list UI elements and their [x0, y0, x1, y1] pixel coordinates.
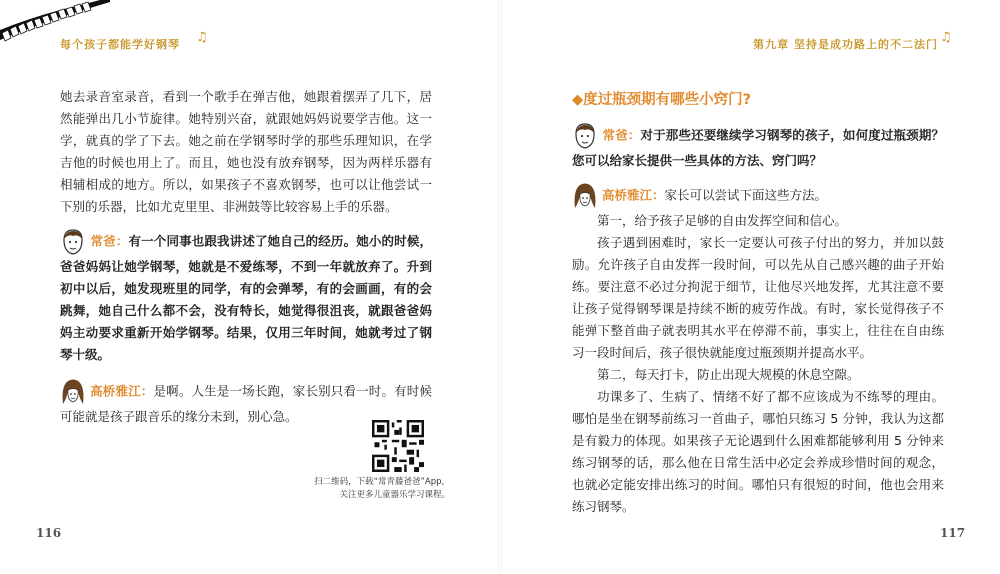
dialogue-gaoqiao	[572, 182, 944, 210]
running-header-left: 每个孩子都能学好钢琴	[60, 38, 180, 51]
dad-speech: 有一个同事也跟我讲述了她自己的经历。她小的时候，爸爸妈妈让她学钢琴，她就是不爱练琴，不到一年就放弃了。升到初中以后，她发现班里的同学，有的会弹琴，有的会画画，有的会跳舞，她自己什么都不会，没有特长，她觉得很沮丧，就跟爸爸妈妈主动要求重新开始学钢琴。结果，仅用三年时间，她就考过了钢琴十级。	[60, 233, 432, 362]
qr-caption-line1: 扫二维码，下载“常青藤爸爸”App，	[314, 477, 450, 487]
left-body	[60, 86, 432, 428]
right-body	[572, 122, 944, 518]
gaoqiao-speaker-label: 高桥雅江：	[90, 383, 154, 399]
gaoqiao-speech: 家长可以尝试下面这些方法。	[664, 187, 828, 203]
dialogue-dad	[572, 122, 944, 172]
music-note-icon: ♫	[940, 30, 952, 45]
body-paragraph: 第一，给予孩子足够的自由发挥空间和信心。	[597, 213, 848, 228]
body-paragraph: 第二，每天打卡，防止出现大规模的休息空隙。	[597, 367, 860, 382]
dad-avatar-icon	[60, 228, 86, 256]
running-header-right: 第九章 坚持是成功路上的不二法门	[753, 38, 938, 51]
dad-speaker-label: 常爸：	[602, 127, 641, 143]
body-paragraph: 功课多了、生病了、情绪不好了都不应该成为不练琴的理由。哪怕是坐在钢琴前练习一首曲子，哪怕只练习 5 分钟，我认为这都是有毅力的体现。如果孩子无论遇到什么困难都能够利用 5 分钟来练习钢琴的话，那么他在日常生活中必定会养成珍惜时间的观念，也就必定能安排出练习的时间。哪怕只有很短的时间，他也会用来练习钢琴。	[572, 389, 944, 514]
dad-speaker-label: 常爸：	[90, 233, 129, 249]
dad-speech: 对于那些还要继续学习钢琴的孩子，如何度过瓶颈期？您可以给家长提供一些具体的方法、窍门吗？	[572, 127, 944, 168]
gaoqiao-speech: 是啊。人生是一场长跑，家长别只看一时。有时候可能就是孩子跟音乐的缘分未到，别心急。	[60, 383, 432, 424]
gaoqiao-avatar-icon	[572, 182, 598, 210]
page-number-left: 116	[36, 526, 62, 540]
qr-caption	[300, 476, 450, 502]
qr-code-image	[372, 420, 424, 472]
body-paragraph: 孩子遇到困难时，家长一定要认可孩子付出的努力，并加以鼓励。允许孩子自由发挥一段时间，可以先从自己感兴趣的曲子开始练。要注意不必过分拘泥于细节，让他尽兴地发挥，尤其注意不要让孩子觉得钢琴课是持续不断的疲劳作战。有时，家长觉得孩子不能弹下整首曲子就表明其水平在停滞不前，事实上，往往在自由练习一段时间后，孩子很快就能度过瓶颈期并提高水平。	[572, 235, 944, 360]
music-note-icon: ♫	[196, 30, 208, 45]
gaoqiao-speaker-label: 高桥雅江：	[601, 187, 665, 203]
body-paragraph: 她去录音室录音，看到一个歌手在弹吉他，她跟着摆弄了几下，居然能弹出几小节旋律。她特别兴奋，就跟她妈妈说要学吉他。这一学，就真的学了下去。她之前在学钢琴时学的那些乐理知识，在学吉他的时候也用上了。而且，她也没有放弃钢琴，因为两样乐器有相辅相成的地方。所以，如果孩子不喜欢钢琴，也可以让他尝试一下别的乐器，比如尤克里里、非洲鼓等比较容易上手的乐器。	[60, 89, 432, 214]
dad-avatar-icon	[572, 122, 598, 150]
section-title: ◆度过瓶颈期有哪些小窍门?	[572, 92, 752, 108]
qr-caption-line2: 关注更多儿童器乐学习课程。	[339, 490, 450, 500]
page-number-right: 117	[940, 526, 966, 540]
dialogue-dad	[60, 228, 432, 366]
gaoqiao-avatar-icon	[60, 378, 86, 406]
